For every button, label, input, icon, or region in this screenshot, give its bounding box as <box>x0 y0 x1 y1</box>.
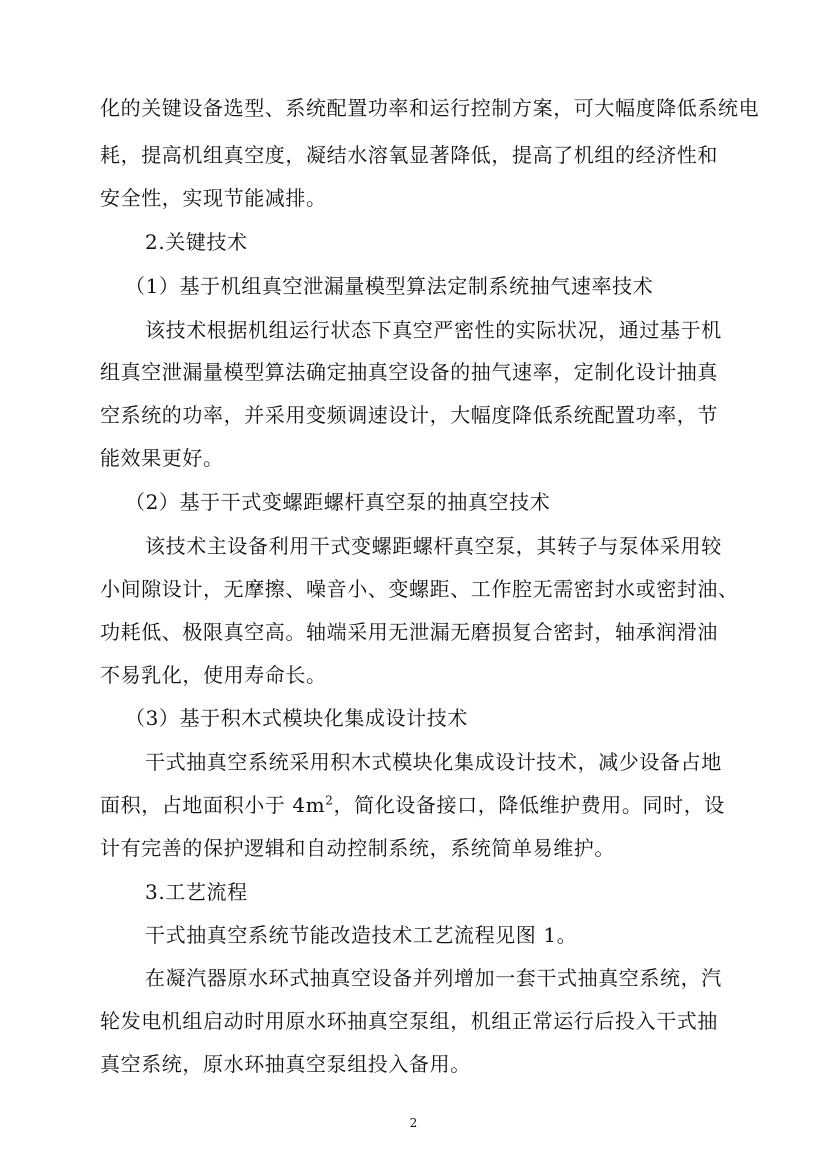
section-heading-process-flow: 3.工艺流程 <box>145 880 248 904</box>
body-line-11: 该技术主设备利用干式变螺距螺杆真空泵，其转子与泵体采用较 <box>145 534 722 558</box>
body-line-23: 真空系统，原水环抽真空泵组投入备用。 <box>100 1052 471 1076</box>
subheading-1: （1）基于机组真空泄漏量模型算法定制系统抽气速率技术 <box>125 274 654 298</box>
body-line-13: 功耗低、极限真空高。轴端采用无泄漏无磨损复合密封，轴承润滑油 <box>100 620 718 644</box>
body-line-21: 在凝汽器原水环式抽真空设备并列增加一套干式抽真空系统，汽 <box>145 966 722 990</box>
body-line-3: 安全性，实现节能减排。 <box>100 186 327 210</box>
body-line-17 <box>100 793 740 817</box>
page-number: 2 <box>409 1116 418 1130</box>
body-line-17-start: 面积，占地面积小于 4m <box>100 793 326 817</box>
body-line-22: 轮发电机组启动时用原水环抽真空泵组，机组正常运行后投入干式抽 <box>100 1009 718 1033</box>
body-line-1: 化的关键设备选型、系统配置功率和运行控制方案，可大幅度降低系统电 <box>100 96 760 120</box>
body-line-2: 耗，提高机组真空度，凝结水溶氧显著降低，提高了机组的经济性和 <box>100 143 718 167</box>
section-heading-key-technology: 2.关键技术 <box>145 230 248 254</box>
body-line-17-end: ，简化设备接口，降低维护费用。同时，设 <box>333 793 725 817</box>
subheading-3: （3）基于积木式模块化集成设计技术 <box>125 706 468 730</box>
body-line-14: 不易乳化，使用寿命长。 <box>100 663 327 687</box>
body-line-12: 小间隙设计，无摩擦、噪音小、变螺距、工作腔无需密封水或密封油、 <box>100 577 739 601</box>
body-line-18: 计有完善的保护逻辑和自动控制系统，系统简单易维护。 <box>100 836 615 860</box>
body-line-8: 空系统的功率，并采用变频调速设计，大幅度降低系统配置功率，节 <box>100 403 718 427</box>
body-line-16: 干式抽真空系统采用积木式模块化集成设计技术，减少设备占地 <box>145 750 722 774</box>
body-line-20: 干式抽真空系统节能改造技术工艺流程见图 1。 <box>145 923 578 947</box>
body-line-9: 能效果更好。 <box>100 446 224 470</box>
body-line-7: 组真空泄漏量模型算法确定抽真空设备的抽气速率，定制化设计抽真 <box>100 360 718 384</box>
superscript-2: 2 <box>325 793 334 808</box>
subheading-2: （2）基于干式变螺距螺杆真空泵的抽真空技术 <box>125 490 551 514</box>
body-line-6: 该技术根据机组运行状态下真空严密性的实际状况，通过基于机 <box>145 318 722 342</box>
